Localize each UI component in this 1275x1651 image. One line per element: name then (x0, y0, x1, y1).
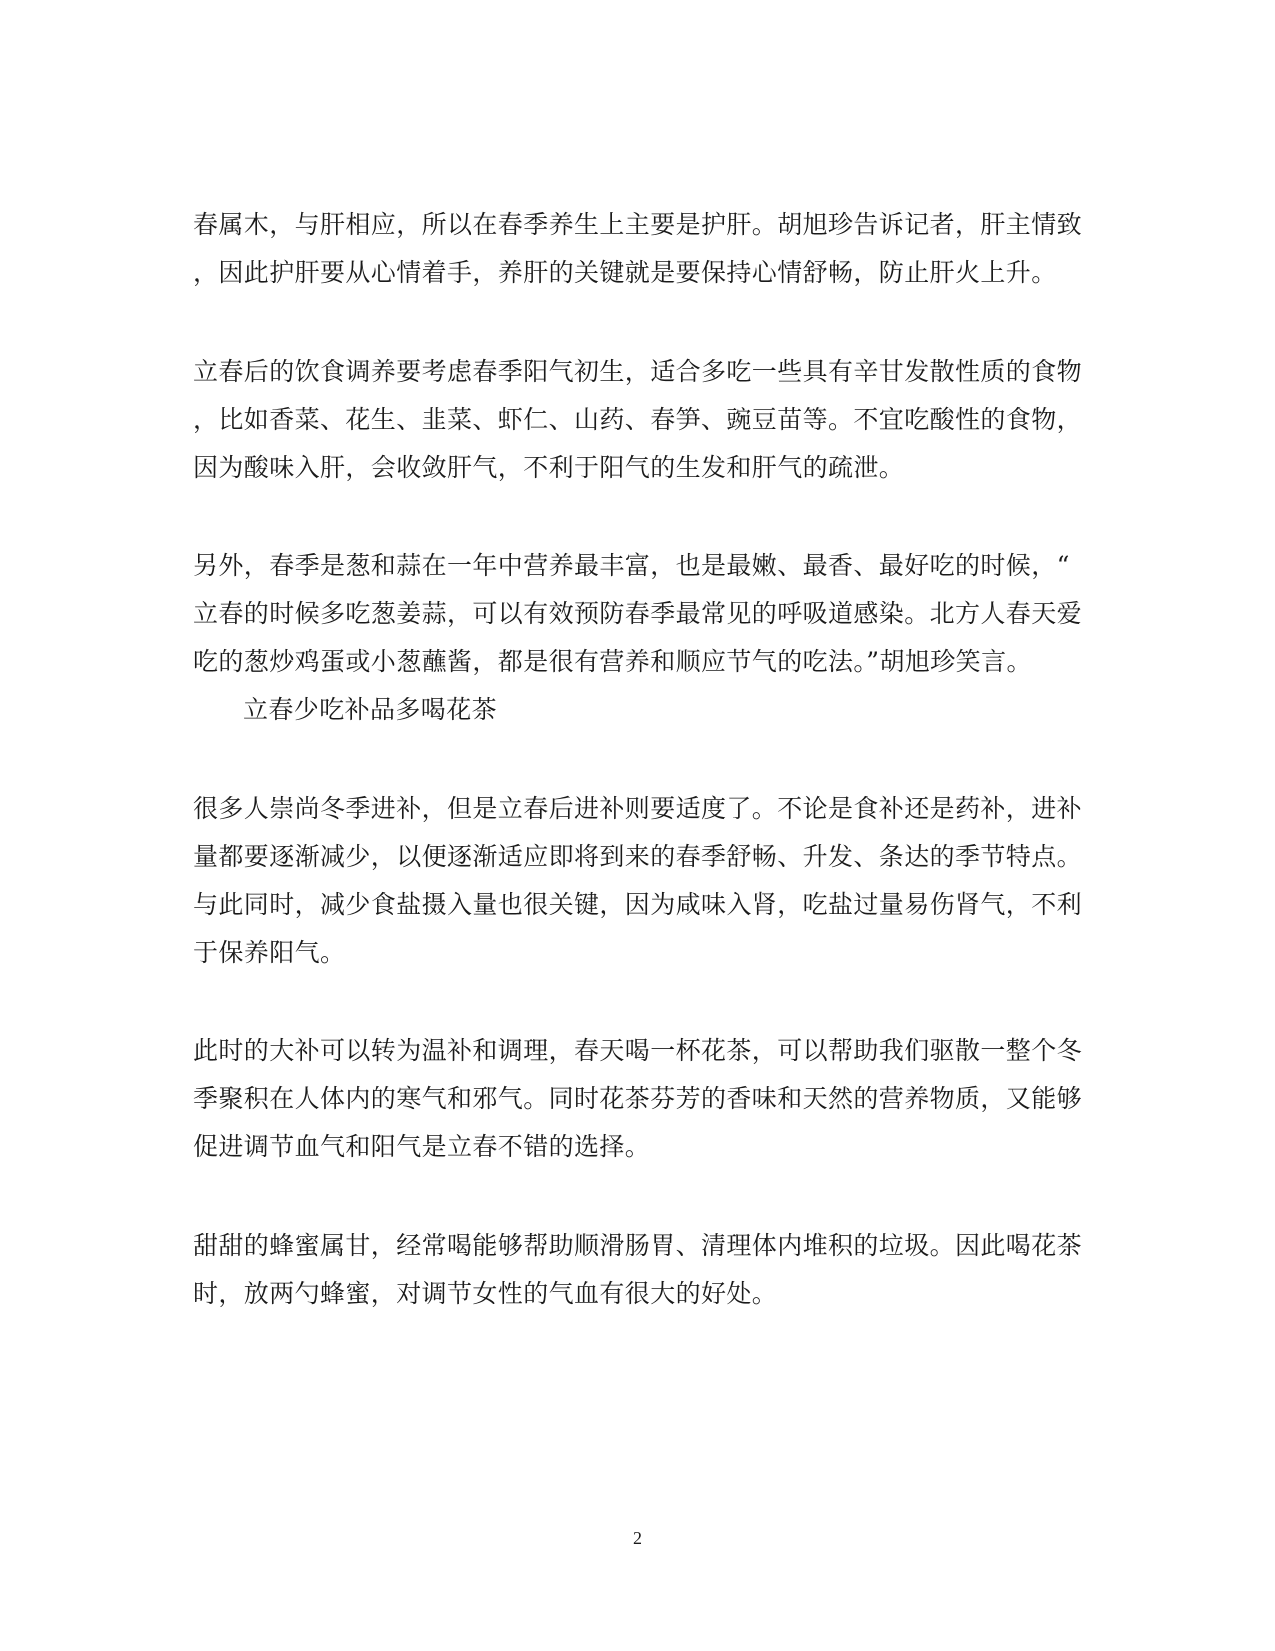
paragraph-2-line-2: ，比如香菜、花生、韭菜、虾仁、山药、春笋、豌豆苗等。不宜吃酸性的食物， (193, 405, 1083, 434)
section-heading: 立春少吃补品多喝花茶 (243, 695, 498, 724)
page-number: 2 (633, 1528, 642, 1548)
paragraph-2-line-3: 因为酸味入肝，会收敛肝气，不利于阳气的生发和肝气的疏泄。 (193, 453, 905, 482)
paragraph-1-line-1: 春属木，与肝相应，所以在春季养生上主要是护肝。胡旭珍告诉记者，肝主情致 (193, 210, 1083, 239)
paragraph-4-line-1: 很多人崇尚冬季进补，但是立春后进补则要适度了。不论是食补还是药补，进补 (193, 794, 1083, 823)
paragraph-5-line-3: 促进调节血气和阳气是立春不错的选择。 (193, 1132, 651, 1161)
paragraph-4-line-2: 量都要逐渐减少，以便逐渐适应即将到来的春季舒畅、升发、条达的季节特点。 (193, 842, 1083, 871)
paragraph-6-line-1: 甜甜的蜂蜜属甘，经常喝能够帮助顺滑肠胃、清理体内堆积的垃圾。因此喝花茶 (193, 1231, 1083, 1260)
paragraph-3-line-1: 另外，春季是葱和蒜在一年中营养最丰富，也是最嫩、最香、最好吃的时候，“ (193, 551, 1070, 580)
paragraph-5-line-1: 此时的大补可以转为温补和调理，春天喝一杯花茶，可以帮助我们驱散一整个冬 (193, 1036, 1083, 1065)
paragraph-4-line-3: 与此同时，减少食盐摄入量也很关键，因为咸味入肾，吃盐过量易伤肾气，不利 (193, 890, 1083, 919)
paragraph-3-line-3: 吃的葱炒鸡蛋或小葱蘸酱，都是很有营养和顺应节气的吃法。”胡旭珍笑言。 (193, 647, 1032, 676)
paragraph-2-line-1: 立春后的饮食调养要考虑春季阳气初生，适合多吃一些具有辛甘发散性质的食物 (193, 357, 1083, 386)
paragraph-1-line-2: ，因此护肝要从心情着手，养肝的关键就是要保持心情舒畅，防止肝火上升。 (193, 258, 1057, 287)
paragraph-6-line-2: 时，放两勺蜂蜜，对调节女性的气血有很大的好处。 (193, 1279, 778, 1308)
paragraph-4-line-4: 于保养阳气。 (193, 938, 346, 967)
paragraph-5-line-2: 季聚积在人体内的寒气和邪气。同时花茶芬芳的香味和天然的营养物质，又能够 (193, 1084, 1083, 1113)
paragraph-3-line-2: 立春的时候多吃葱姜蒜，可以有效预防春季最常见的呼吸道感染。北方人春天爱 (193, 599, 1083, 628)
